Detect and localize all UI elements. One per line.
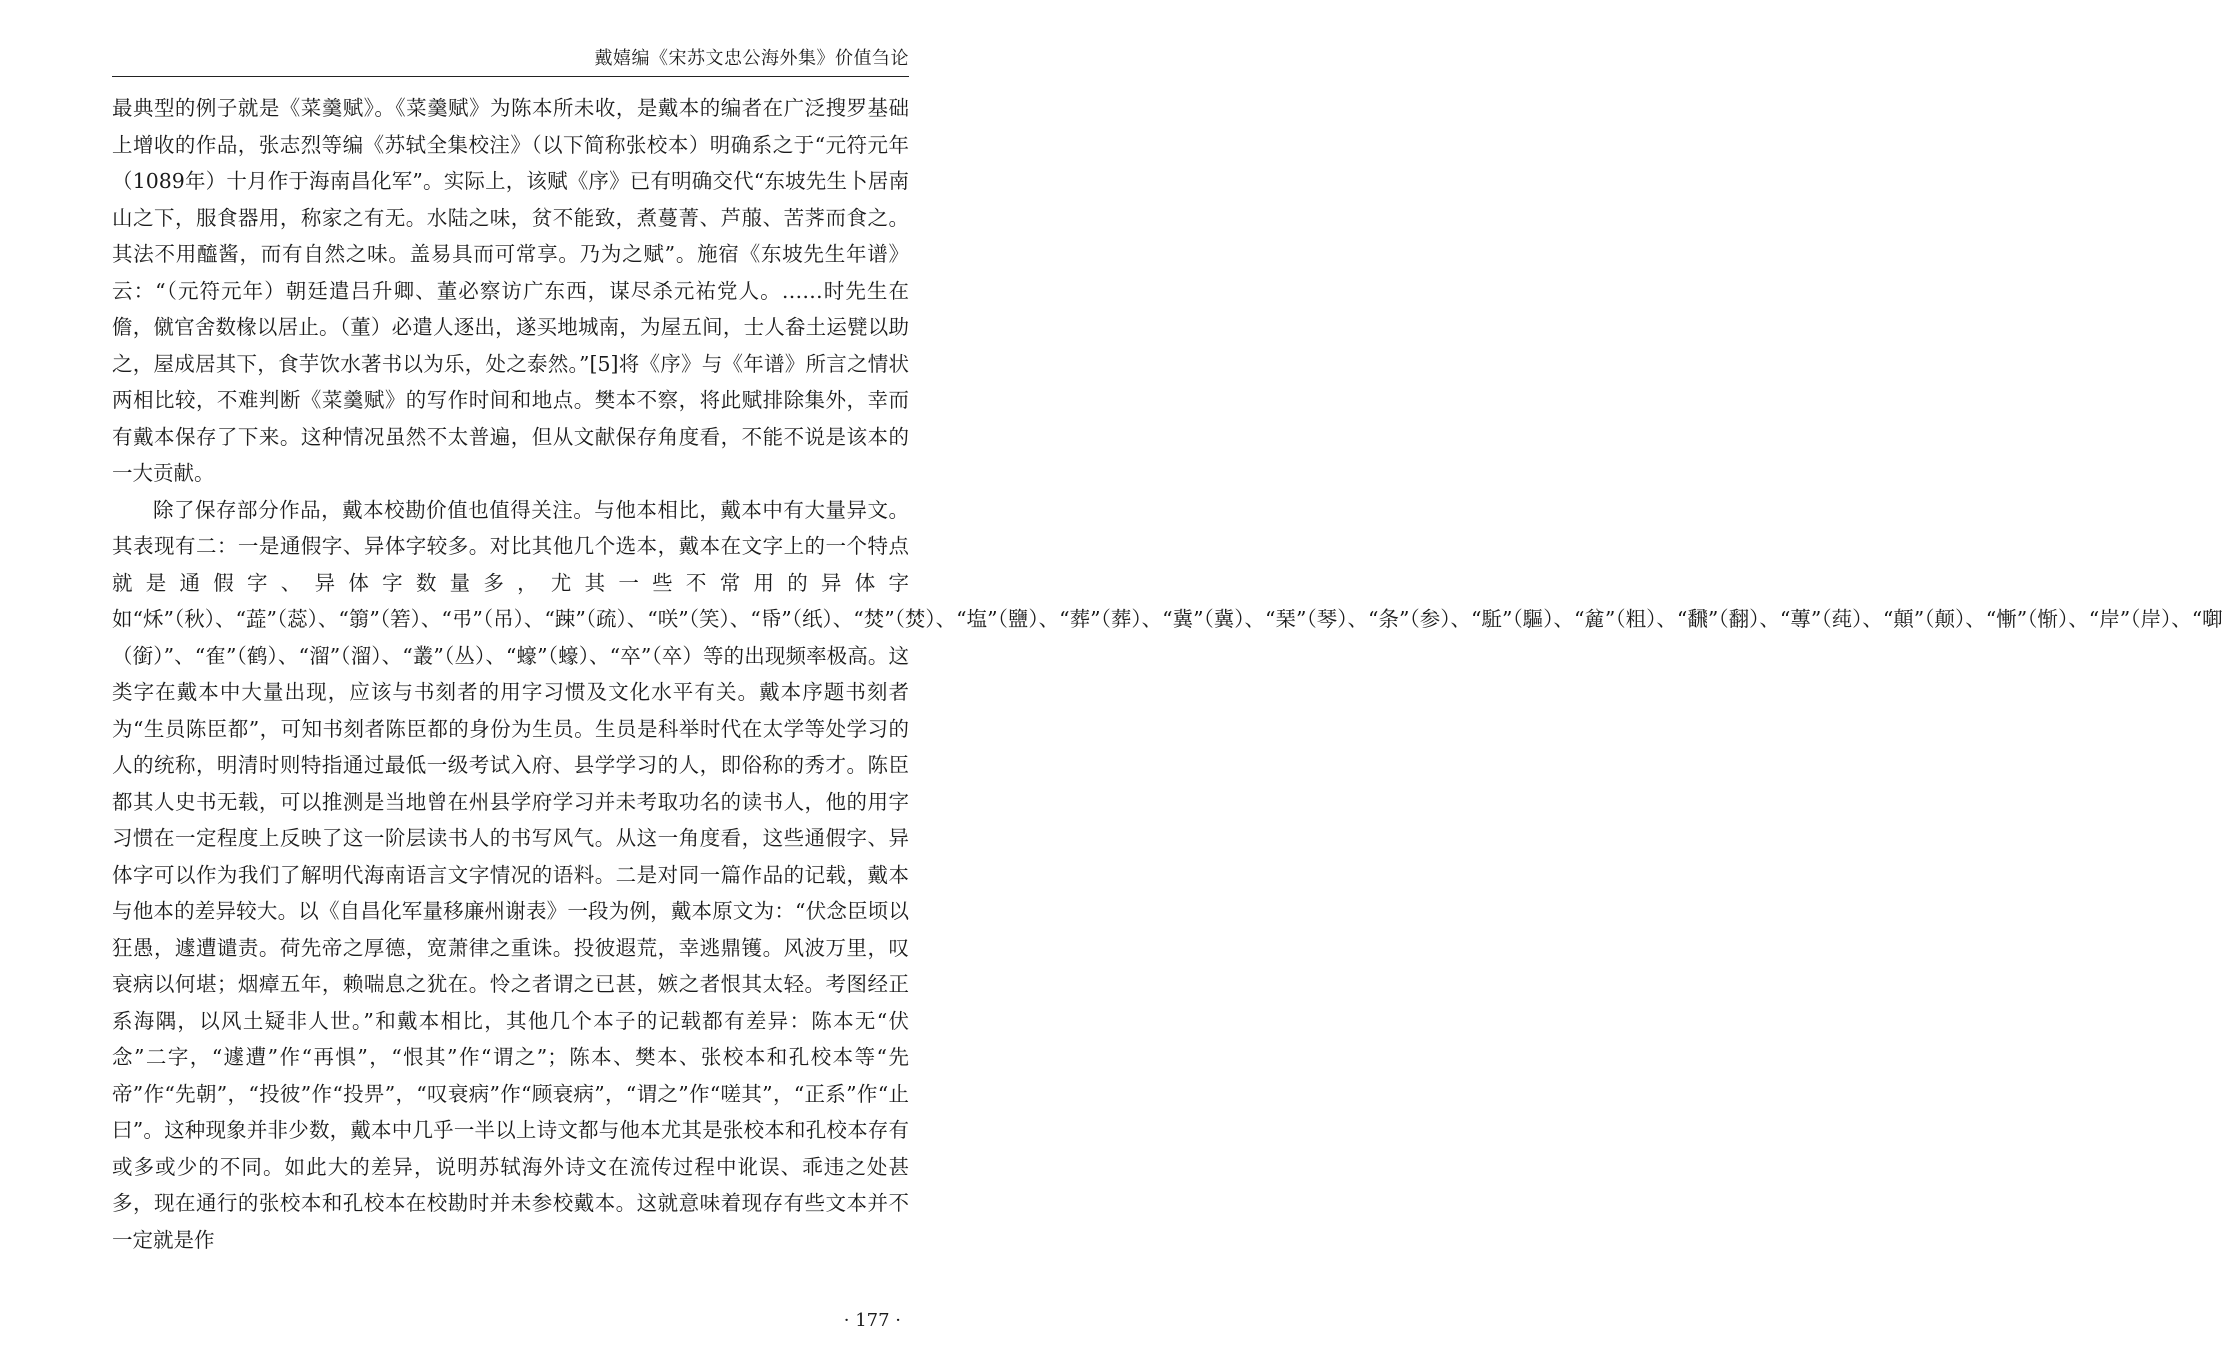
page-number: · 177 · [843,1310,901,1331]
paragraph-collation-value: 除了保存部分作品，戴本校勘价值也值得关注。与他本相比，戴本中有大量异文。其表现有二：一是通假字、异体字较多。对比其他几个选本，戴本在文字上的一个特点就是通假字、异体字数量多，尤其一些不常用的异体字如“秌”（秋）、“蕋”（蕊）、“篛”（箬）、“弔”（吊）、“踈”（疏）、“咲”（笑）、“帋”（纸）、“焚”（焚）、“塩”（鹽）、“葬”（葬）、“冀”（冀）、“琹”（琴）、“条”（参）、“駈”（驅）、“麄”（粗）、“飜”（翻）、“蓴”（莼）、“顛”（颠）、“慚”（惭）、“岸”（岸）、“啣（銜）”、“隺”（鹤）、“溜”（溜）、“叢”（丛）、“蠔”（蠔）、“卒”（卒）等的出现频率极高。这类字在戴本中大量出现，应该与书刻者的用字习惯及文化水平有关。戴本序题书刻者为“生员陈臣都”，可知书刻者陈臣都的身份为生员。生员是科举时代在太学等处学习的人的统称，明清时则特指通过最低一级考试入府、县学学习的人，即俗称的秀才。陈臣都其人史书无载，可以推测是当地曾在州县学府学习并未考取功名的读书人，他的用字习惯在一定程度上反映了这一阶层读书人的书写风气。从这一角度看，这些通假字、异体字可以作为我们了解明代海南语言文字情况的语料。二是对同一篇作品的记载，戴本与他本的差异较大。以《自昌化军量移廉州谢表》一段为例，戴本原文为：“伏念臣顷以狂愚，遽遭谴责。荷先帝之厚德，宽萧律之重诛。投彼遐荒，幸逃鼎镬。风波万里，叹衰病以何堪；烟瘴五年，赖喘息之犹在。怜之者谓之已甚，嫉之者恨其太轻。考图经正系海隅，以风土疑非人世。”和戴本相比，其他几个本子的记载都有差异：陈本无“伏念”二字，“遽遭”作“再惧”，“恨其”作“谓之”；陈本、樊本、张校本和孔校本等“先帝”作“先朝”，“投彼”作“投畀”，“叹衰病”作“顾衰病”，“谓之”作“嗟其”，“正系”作“止曰”。这种现象并非少数，戴本中几乎一半以上诗文都与他本尤其是张校本和孔校本存有或多或少的不同。如此大的差异，说明苏轼海外诗文在流传过程中讹误、乖违之处甚多，现在通行的张校本和孔校本在校勘时并未参校戴本。这就意味着现存有些文本并不一定就是作 [112,497,2223,1252]
running-head: 戴嬉编《宋苏文忠公海外集》价值刍论 [594,48,909,69]
paragraph-continued: 最典型的例子就是《菜羹赋》。《菜羹赋》为陈本所未收，是戴本的编者在广泛搜罗基础上增收的作品，张志烈等编《苏轼全集校注》（以下简称张校本）明确系之于“元符元年（1089年）十月作于海南昌化军”。实际上，该赋《序》已有明确交代“东坡先生卜居南山之下，服食器用，称家之有无。水陆之味，贫不能致，煮蔓菁、芦菔、苦荠而食之。其法不用醯酱，而有自然之味。盖易具而可常享。乃为之赋”。施宿《东坡先生年谱》云：“（元符元年）朝廷遣吕升卿、董必察访广东西，谋尽杀元祐党人。……时先生在儋，僦官舍数椽以居止。（董）必遣人逐出，遂买地城南，为屋五间，士人畚土运甓以助之，屋成居其下，食芋饮水著书以为乐，处之泰然。”[5]将《序》与《年谱》所言之情状两相比较，不难判断《菜羹赋》的写作时间和地点。樊本不察，将此赋排除集外，幸而有戴本保存了下来。这种情况虽然不太普遍，但从文献保存角度看，不能不说是该本的一大贡献。 [112,96,909,485]
body-text [112,90,2223,1258]
header-rule [112,76,909,77]
